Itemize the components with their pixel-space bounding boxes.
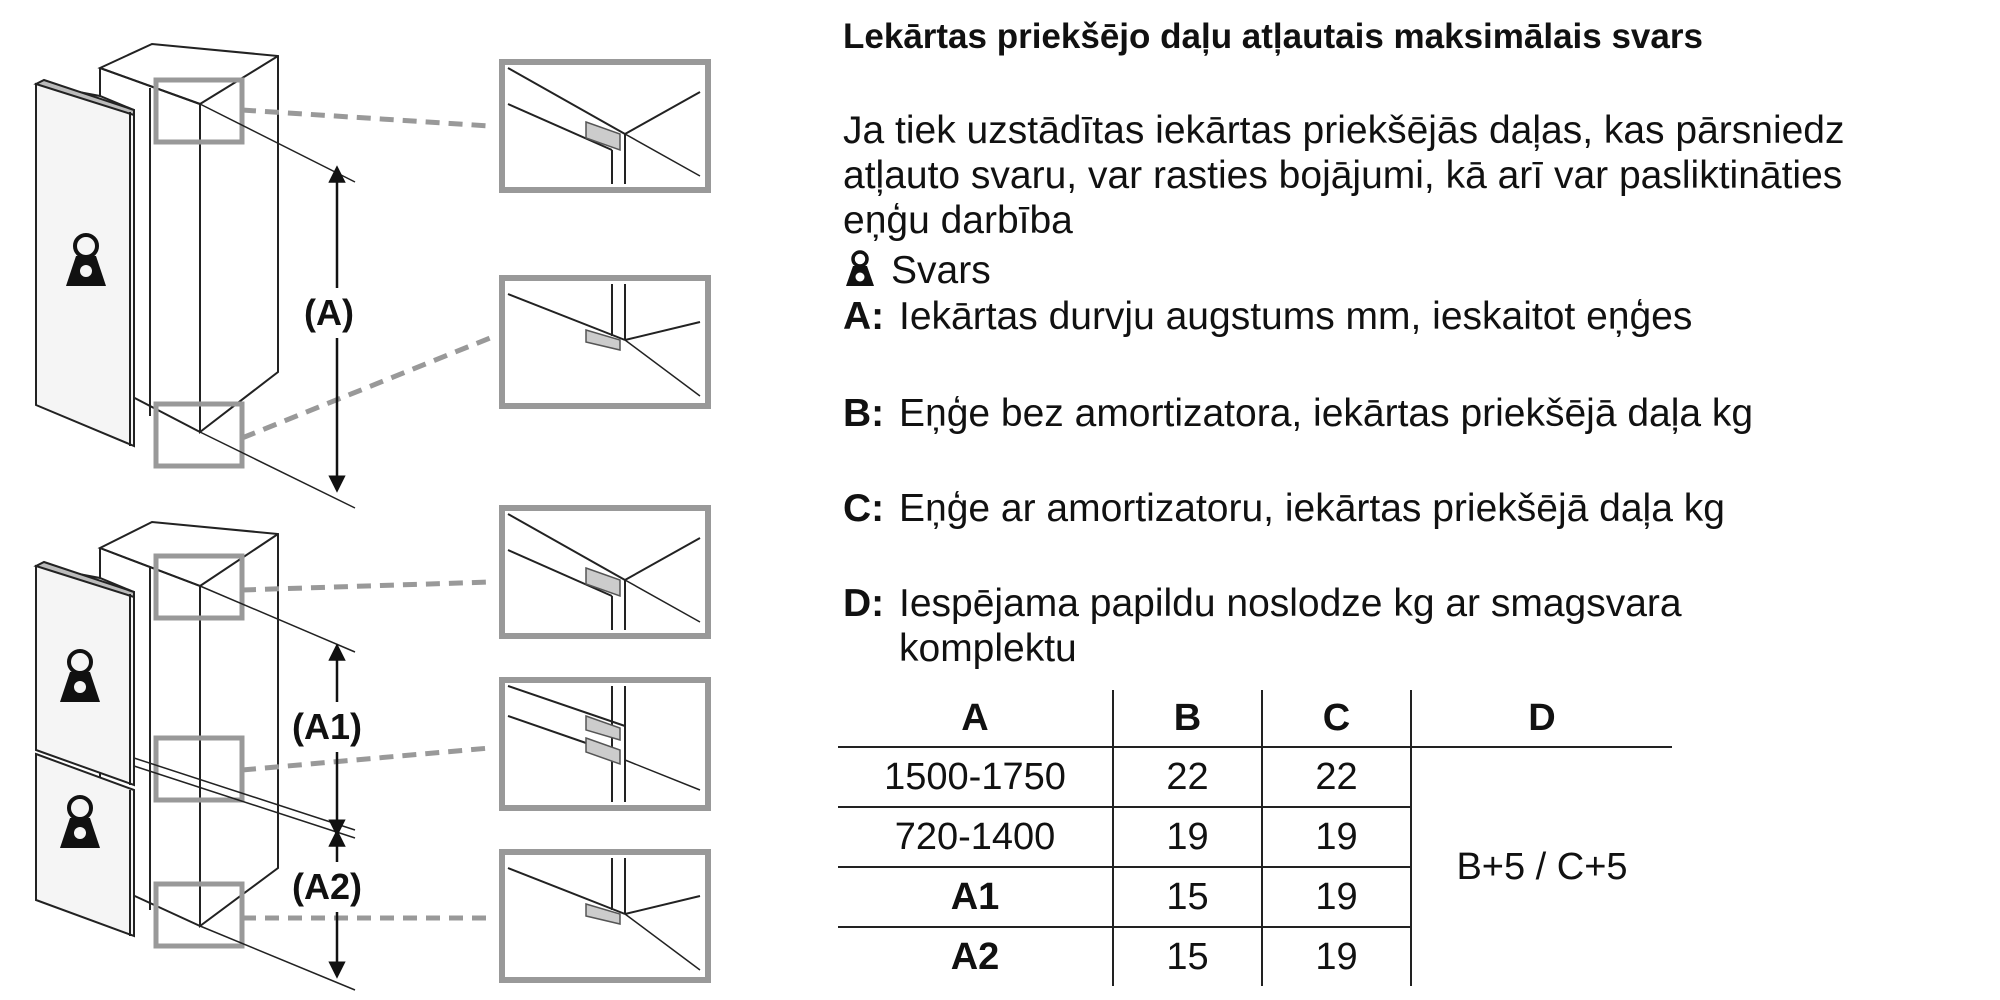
cell-b: 22	[1113, 747, 1262, 807]
legend-d-key: D:	[843, 582, 885, 625]
header-d: D	[1411, 690, 1672, 747]
legend-c	[843, 486, 1725, 532]
cell-a: A2	[950, 935, 1000, 978]
cell-b: 15	[1113, 867, 1262, 927]
table-row	[838, 747, 1672, 807]
zoom-box-1	[502, 62, 708, 190]
label-a1: (A1)	[292, 706, 362, 747]
cell-c: 19	[1262, 867, 1411, 927]
zoom-box-2	[502, 278, 708, 406]
legend-c-text: Eņģe ar amortizatoru, iekārtas priekšējā daļa kg	[899, 487, 1725, 530]
warning-line-1: Ja tiek uzstādītas iekārtas priekšējās daļas, kas pārsniedz	[843, 109, 1845, 152]
legend-b	[843, 391, 1753, 437]
legend-a-key: A:	[843, 295, 885, 338]
zoom-box-4	[502, 680, 708, 808]
legend-c-key: C:	[843, 487, 885, 530]
warning-line-2: atļauto svaru, var rasties bojājumi, kā arī var pasliktināties	[843, 154, 1843, 197]
legend-a-text: Iekārtas durvju augstums mm, ieskaitot eņģes	[899, 295, 1693, 338]
label-a2: (A2)	[292, 866, 362, 907]
legend-d	[843, 581, 1682, 627]
weight-icon	[843, 249, 877, 289]
legend-a	[843, 294, 1692, 340]
cell-d: B+5 / C+5	[1411, 747, 1672, 986]
cell-c: 19	[1262, 807, 1411, 867]
table-header-row	[838, 690, 1672, 747]
cell-c: 19	[1262, 927, 1411, 986]
legend-weight-text: Svars	[891, 249, 991, 292]
label-a: (A)	[304, 292, 354, 333]
legend-d-line-2: komplektu	[899, 627, 1077, 670]
weight-table	[838, 690, 1672, 986]
cell-a: A1	[838, 867, 1113, 927]
legend-d-text-1: Iespējama papildu noslodze kg ar smagsvara	[899, 582, 1682, 625]
zoom-box-5	[502, 852, 708, 980]
legend-b-key: B:	[843, 392, 885, 435]
page-title: Lekārtas priekšējo daļu atļautais maksimālais svars	[843, 17, 1703, 56]
header-a: A	[838, 690, 1113, 747]
installation-diagram	[0, 0, 830, 1000]
legend-weight	[843, 248, 991, 294]
cell-a: 720-1400	[838, 807, 1113, 867]
legend-b-text: Eņģe bez amortizatora, iekārtas priekšējā daļa kg	[899, 392, 1754, 435]
cell-b: 19	[1113, 807, 1262, 867]
warning-line-3: eņģu darbība	[843, 199, 1073, 242]
header-b: B	[1113, 690, 1262, 747]
cell-c: 22	[1262, 747, 1411, 807]
cell-a: 1500-1750	[838, 747, 1113, 807]
cell-b: 15	[1113, 927, 1262, 986]
header-c: C	[1262, 690, 1411, 747]
zoom-box-3	[502, 508, 708, 636]
